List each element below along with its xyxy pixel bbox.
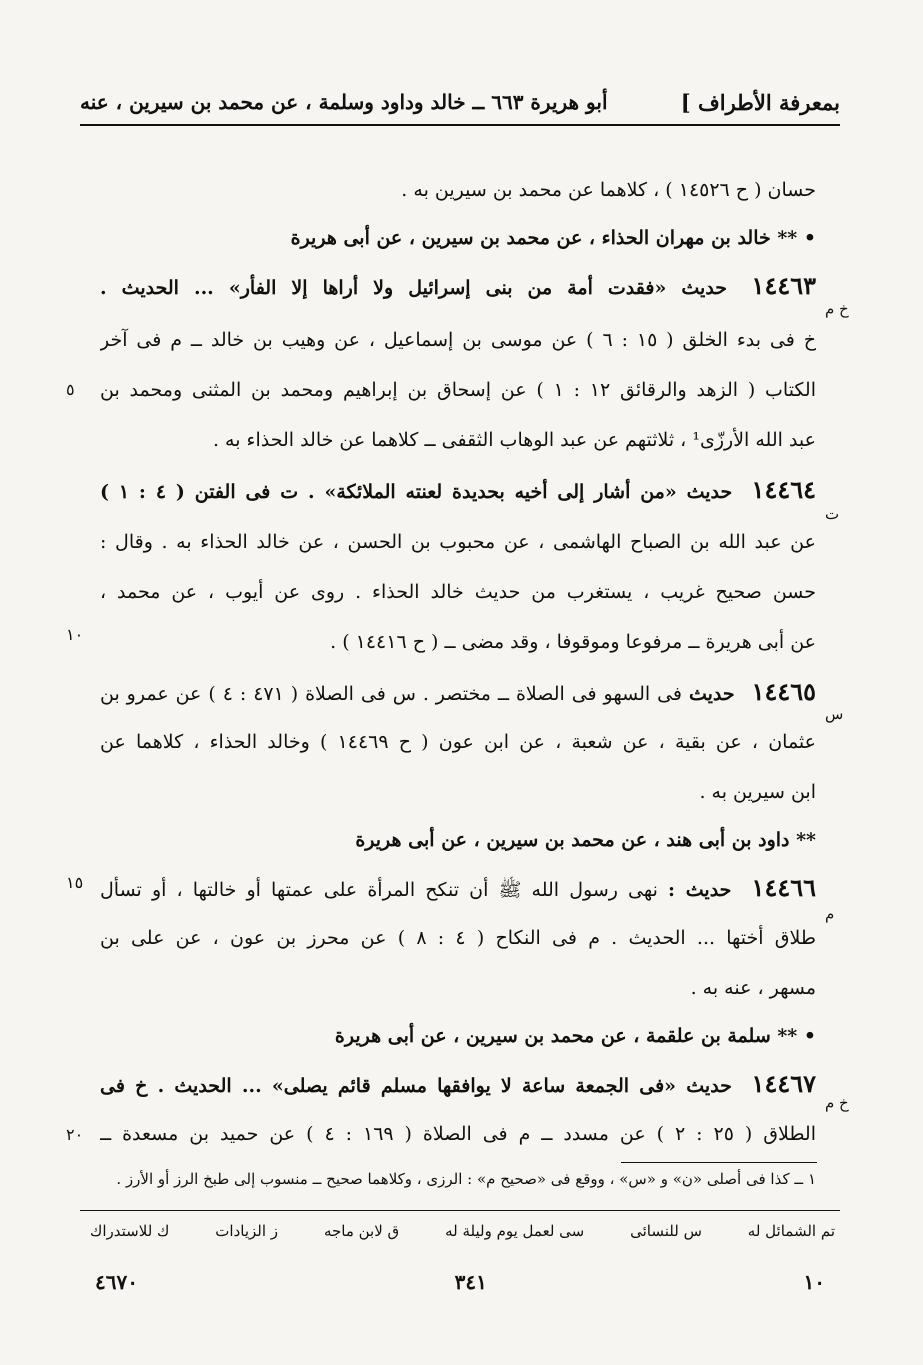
line-number: ١٥ xyxy=(66,873,84,892)
text-line xyxy=(100,772,816,812)
text-line xyxy=(100,522,816,562)
text-run: الطلاق ( ٢٥ : ٢ ) عن مسدد ــ م فى الصلاة ( ١٦٩ : ٤ ) عن حميد بن مسعدة ــ xyxy=(100,1123,816,1145)
text-line xyxy=(100,1016,816,1056)
footer-right-number: ١٠ xyxy=(803,1270,825,1294)
abbreviation-legend xyxy=(90,1222,835,1248)
text-line xyxy=(100,868,816,908)
text-line xyxy=(100,1114,816,1154)
legend-item: ق لابن ماجه xyxy=(323,1222,400,1240)
text-line xyxy=(100,572,816,612)
legend-item: ك للاستدراك xyxy=(90,1222,170,1240)
text-line xyxy=(100,370,816,410)
header-title: بمعرفة الأطراف ] xyxy=(680,89,840,115)
text-run: فى السهو فى الصلاة ــ مختصر . س فى الصلاة ( ٤٧١ : ٤ ) عن عمرو بن xyxy=(100,683,683,705)
text-run: عبد الله الأرزّى¹ ، ثلاثتهم عن عبد الوهاب الثقفى ــ كلاهما عن خالد الحذاء به . xyxy=(212,429,816,451)
page-header xyxy=(80,82,840,122)
text-line xyxy=(100,672,816,712)
hadith-number: ١٤٤٦٦ xyxy=(751,873,816,902)
text-line xyxy=(100,320,816,360)
text-run: حديث xyxy=(688,683,735,705)
legend-rule xyxy=(80,1210,840,1211)
footnote: ١ ــ كذا فى أصلى «ن» و «س» ، ووقع فى «صحيح م» : الرزى ، وكلاهما صحيح ــ منسوب إلى طبخ الرز أو الأرز . xyxy=(116,1170,816,1188)
text-run: خ فى بدء الخلق ( ١٥ : ٦ ) عن موسى بن إسماعيل ، عن وهيب بن خالد ــ م فى آخر xyxy=(100,329,816,351)
text-line xyxy=(100,266,816,306)
legend-item: س للنسائى xyxy=(630,1222,702,1240)
text-line xyxy=(100,218,816,258)
legend-item: سى لعمل يوم وليلة له xyxy=(445,1222,585,1240)
header-subtitle: أبو هريرة ٦٦٣ ــ خالد وداود وسلمة ، عن محمد بن سيرين ، عنه xyxy=(80,90,608,114)
text-run: حسن صحيح غريب ، يستغرب من حديث خالد الحذاء . روى عن أيوب ، عن محمد ، xyxy=(100,581,816,603)
text-run: ** داود بن أبى هند ، عن محمد بن سيرين ، عن أبى هريرة xyxy=(355,829,816,851)
page-footer xyxy=(95,1270,825,1300)
text-line xyxy=(100,722,816,762)
text-line xyxy=(100,968,816,1008)
text-line xyxy=(100,170,816,210)
hadith-number: ١٤٤٦٤ xyxy=(751,475,816,504)
text-run: حديث «فقدت أمة من بنى إسرائيل ولا أراها إلا الفأر» ... الحديث . xyxy=(100,277,728,299)
text-run: نهى رسول الله ﷺ أن تنكح المرأة على عمتها أو خالتها ، أو تسأل xyxy=(100,879,658,901)
text-run: • ** سلمة بن علقمة ، عن محمد بن سيرين ، عن أبى هريرة xyxy=(334,1025,816,1047)
line-number: ١٠ xyxy=(66,625,84,644)
hadith-number: ١٤٤٦٥ xyxy=(751,677,816,706)
text-run: طلاق أختها ... الحديث . م فى النكاح ( ٤ : ٨ ) عن محرز بن عون ، عن على بن xyxy=(100,927,816,949)
text-line xyxy=(100,918,816,958)
text-run: عن أبى هريرة ــ مرفوعا وموقوفا ، وقد مضى ــ ( ح ١٤٤١٦ ) . xyxy=(330,631,816,653)
text-run: الكتاب ( الزهد والرقائق ١٢ : ١ ) عن إسحاق بن إبراهيم ومحمد بن المثنى ومحمد بن xyxy=(100,379,816,401)
text-run: حسان ( ح ١٤٥٢٦ ) ، كلاهما عن محمد بن سيرين به . xyxy=(401,179,816,201)
margin-siglum: خ م xyxy=(825,1094,849,1112)
footer-left-number: ٤٦٧٠ xyxy=(95,1270,138,1294)
text-run: • ** خالد بن مهران الحذاء ، عن محمد بن سيرين ، عن أبى هريرة xyxy=(290,227,816,249)
legend-item: تم الشمائل له xyxy=(747,1222,835,1240)
text-run: عن عبد الله بن الصباح الهاشمى ، عن محبوب بن الحسن ، عن خالد الحذاء به . وقال : xyxy=(100,531,816,553)
text-run: حديث : xyxy=(668,879,732,901)
text-line xyxy=(100,470,816,510)
text-line xyxy=(100,1064,816,1104)
footnote-rule xyxy=(621,1162,817,1163)
text-run: مسهر ، عنه به . xyxy=(690,977,816,999)
text-line xyxy=(100,622,816,662)
page-number: ٣٤١ xyxy=(454,1270,487,1294)
text-run: عثمان ، عن بقية ، عن شعبة ، عن ابن عون ( ح ١٤٤٦٩ ) وخالد الحذاء ، كلاهما عن xyxy=(100,731,816,753)
header-rule xyxy=(80,124,840,126)
hadith-number: ١٤٤٦٣ xyxy=(751,271,816,300)
margin-siglum: م xyxy=(825,905,835,923)
text-run: ابن سيرين به . xyxy=(699,781,816,803)
text-run: حديث «فى الجمعة ساعة لا يوافقها مسلم قائم يصلى» ... الحديث . خ فى xyxy=(100,1075,732,1097)
text-line xyxy=(100,820,816,860)
line-number: ٢٠ xyxy=(66,1125,84,1144)
text-run: حديث «من أشار إلى أخيه بحديدة لعنته الملائكة» . ت فى الفتن ( ٤ : ١ ) xyxy=(100,481,733,503)
margin-siglum: خ م xyxy=(825,300,849,318)
margin-siglum: ت xyxy=(825,505,840,523)
line-number: ٥ xyxy=(66,380,75,399)
hadith-number: ١٤٤٦٧ xyxy=(751,1069,816,1098)
legend-item: ز الزيادات xyxy=(215,1222,279,1240)
margin-siglum: س xyxy=(825,705,844,723)
text-line xyxy=(100,420,816,460)
